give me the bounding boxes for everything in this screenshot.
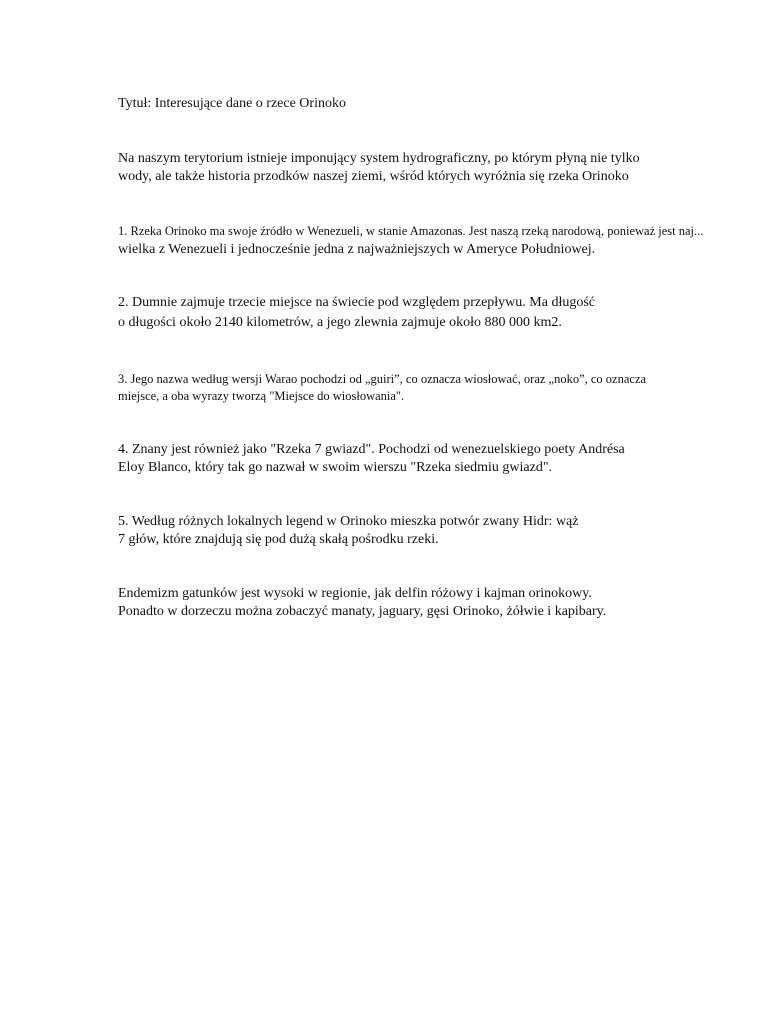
fact-1-line-2: wielka z Wenezueli i jednocześnie jedna z najważniejszych w Ameryce Południowej. (118, 242, 596, 257)
closing-line-1: Endemizm gatunków jest wysoki w regionie, jak delfin różowy i kajman orinokowy. (118, 586, 592, 601)
fact-5-line-1: 5. Według różnych lokalnych legend w Orinoko mieszka potwór zwany Hidr: wąż (118, 514, 579, 529)
fact-2-line-1: 2. Dumnie zajmuje trzecie miejsce na świecie pod względem przepływu. Ma długość (118, 295, 595, 310)
closing-line-2: Ponadto w dorzeczu można zobaczyć manaty, jaguary, gęsi Orinoko, żółwie i kapibary. (118, 604, 607, 619)
fact-1-line-1: 1. Rzeka Orinoko ma swoje źródło w Wenezueli, w stanie Amazonas. Jest naszą rzeką narodową, ponieważ jest naj... (118, 224, 704, 238)
intro-line-1: Na naszym terytorium istnieje imponujący system hydrograficzny, po którym płyną nie tylko (118, 151, 640, 166)
fact-3-line-2: miejsce, a oba wyrazy tworzą "Miejsce do wiosłowania". (118, 389, 405, 403)
fact-3-line-1: 3. Jego nazwa według wersji Warao pochodzi od „guiri”, co oznacza wiosłować, oraz „noko”, co oznacza (118, 372, 647, 386)
fact-4-line-2: Eloy Blanco, który tak go nazwał w swoim wierszu "Rzeka siedmiu gwiazd". (118, 460, 553, 475)
intro-line-2: wody, ale także historia przodków naszej ziemi, wśród których wyróżnia się rzeka Orinoko (118, 169, 629, 184)
fact-2-line-2: o długości około 2140 kilometrów, a jego zlewnia zajmuje około 880 000 km2. (118, 315, 562, 330)
fact-5-line-2: 7 głów, które znajdują się pod dużą skałą pośrodku rzeki. (118, 532, 439, 547)
fact-4-line-1: 4. Znany jest również jako "Rzeka 7 gwiazd". Pochodzi od wenezuelskiego poety Andrésa (118, 442, 625, 457)
document-title: Tytuł: Interesujące dane o rzece Orinoko (118, 96, 346, 111)
